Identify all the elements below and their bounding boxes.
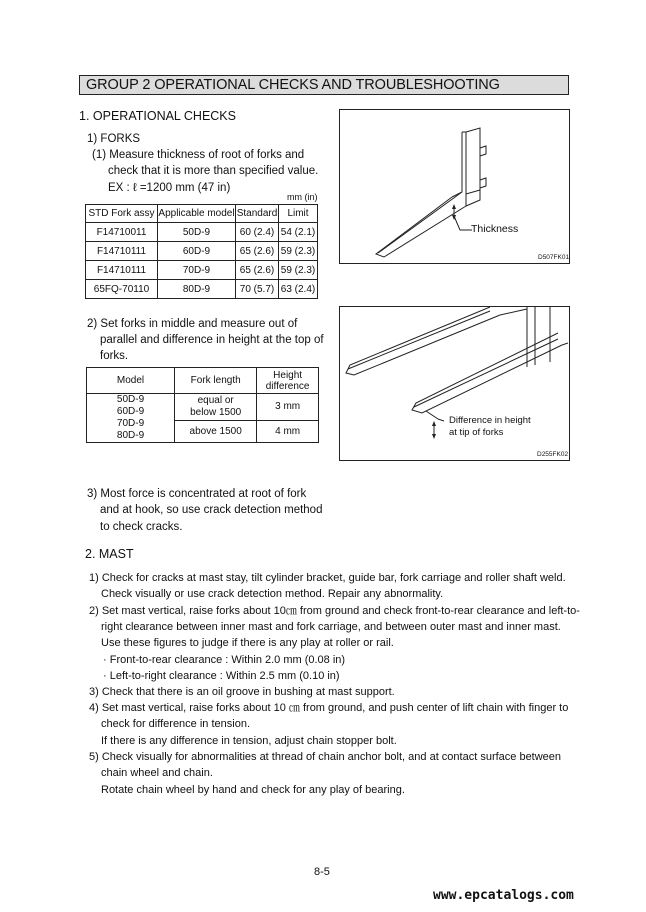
table-cell: 65 (2.6) (236, 261, 279, 280)
table-header: Standard (236, 205, 279, 223)
fork-table-header-row (86, 205, 318, 223)
table-cell: 65FQ-70110 (86, 280, 158, 299)
model-cell (87, 394, 175, 443)
step3-line1: 3) Most force is concentrated at root of fork (87, 488, 307, 500)
table-cell: 50D-9 (158, 223, 236, 242)
mast-line: 4) Set mast vertical, raise forks about 10 ㎝ from ground, and push center of lift chain with finger to (89, 702, 569, 714)
group-title: GROUP 2 OPERATIONAL CHECKS AND TROUBLESHOOTING (79, 75, 569, 95)
table-cell: 70 (5.7) (236, 280, 279, 299)
fork-spec-table (85, 204, 318, 299)
height-difference-figure (339, 306, 570, 461)
height-difference-table (86, 367, 319, 443)
fork-length-line: below 1500 (190, 406, 242, 418)
fork-length-line: equal or (197, 394, 234, 406)
unit-label: mm (in) (287, 192, 318, 202)
fork-length-cell (175, 394, 257, 421)
table-header: Applicable model (158, 205, 236, 223)
forks-example: EX : ℓ =1200 mm (47 in) (108, 182, 231, 194)
table-cell: 59 (2.3) (279, 261, 318, 280)
height-diff-header-1: Height (273, 369, 303, 381)
watermark-url: www.epcatalogs.com (433, 888, 574, 903)
forks-step1-line1: (1) Measure thickness of root of forks and (92, 149, 305, 161)
height-diff-header-2: difference (265, 380, 310, 392)
table-cell: 63 (2.4) (279, 280, 318, 299)
section-title-mast: 2. MAST (85, 547, 134, 561)
table-header (257, 368, 319, 394)
mast-line: check for difference in tension. (101, 718, 250, 730)
forks-step1-line2: check that it is more than specified value. (108, 165, 319, 177)
height-diff-cell: 3 mm (257, 394, 319, 421)
table-cell: 70D-9 (158, 261, 236, 280)
step3-line3: to check cracks. (100, 521, 183, 533)
table-row (86, 280, 318, 299)
table-header: Limit (279, 205, 318, 223)
mast-line: · Front-to-rear clearance : Within 2.0 mm (0.08 in) (103, 654, 346, 666)
table-cell: 54 (2.1) (279, 223, 318, 242)
thickness-label: Thickness (471, 223, 519, 235)
table-header-row (87, 368, 319, 394)
forks-heading: 1) FORKS (87, 133, 141, 145)
step2-line2: parallel and difference in height at the top of (100, 334, 324, 346)
table-cell: 65 (2.6) (236, 242, 279, 261)
model-value: 50D-9 (116, 394, 145, 405)
table-header: Fork length (175, 368, 257, 394)
table-cell: F14710111 (86, 261, 158, 280)
mast-line: right clearance between inner mast and fork carriage, and between outer mast and inner mast. (101, 621, 561, 633)
step3-line2: and at hook, so use crack detection method (100, 504, 323, 516)
table-cell: 60 (2.4) (236, 223, 279, 242)
table-cell: 59 (2.3) (279, 242, 318, 261)
figure-code: D507FK01 (538, 254, 570, 261)
mast-line: 3) Check that there is an oil groove in bushing at mast support. (89, 686, 395, 698)
fork-thickness-drawing (340, 110, 569, 263)
mast-line: Rotate chain wheel by hand and check for any play of bearing. (101, 784, 405, 796)
mast-line: · Left-to-right clearance : Within 2.5 mm (0.10 in) (103, 670, 340, 682)
table-row (87, 394, 319, 421)
model-value: 80D-9 (116, 430, 145, 441)
table-row (86, 242, 318, 261)
mast-line: Check visually or use crack detection method. Repair any abnormality. (101, 588, 444, 600)
mast-line: 1) Check for cracks at mast stay, tilt cylinder bracket, guide bar, fork carriage and roller shaft weld. (89, 572, 566, 584)
mast-line: 5) Check visually for abnormalities at thread of chain anchor bolt, and at contact surface between (89, 751, 562, 763)
table-row (86, 261, 318, 280)
step2-line1: 2) Set forks in middle and measure out of (87, 318, 298, 330)
model-value: 60D-9 (116, 406, 145, 417)
mast-line: 2) Set mast vertical, raise forks about 10㎝ from ground and check front-to-rear clearance and left-to- (89, 605, 580, 617)
page-number: 8-5 (314, 866, 330, 878)
height-difference-label-1: Difference in height (449, 415, 531, 426)
fork-thickness-figure (339, 109, 570, 264)
table-cell: F14710011 (86, 223, 158, 242)
table-row (86, 223, 318, 242)
fork-length-cell: above 1500 (175, 420, 257, 442)
figure-code: D255FK02 (537, 451, 569, 458)
mast-line: If there is any difference in tension, adjust chain stopper bolt. (101, 735, 397, 747)
step2-line3: forks. (100, 350, 129, 362)
mast-line: Use these figures to judge if there is any play at roller or rail. (101, 637, 394, 649)
table-cell: F14710111 (86, 242, 158, 261)
mast-line: chain wheel and chain. (101, 767, 213, 779)
height-difference-label-2: at tip of forks (449, 427, 504, 438)
table-cell: 60D-9 (158, 242, 236, 261)
height-difference-label (449, 415, 531, 439)
section-title-operational-checks: 1. OPERATIONAL CHECKS (79, 109, 236, 123)
table-header: Model (87, 368, 175, 394)
model-value: 70D-9 (116, 418, 145, 429)
height-diff-cell: 4 mm (257, 420, 319, 442)
table-header: STD Fork assy (86, 205, 158, 223)
table-cell: 80D-9 (158, 280, 236, 299)
